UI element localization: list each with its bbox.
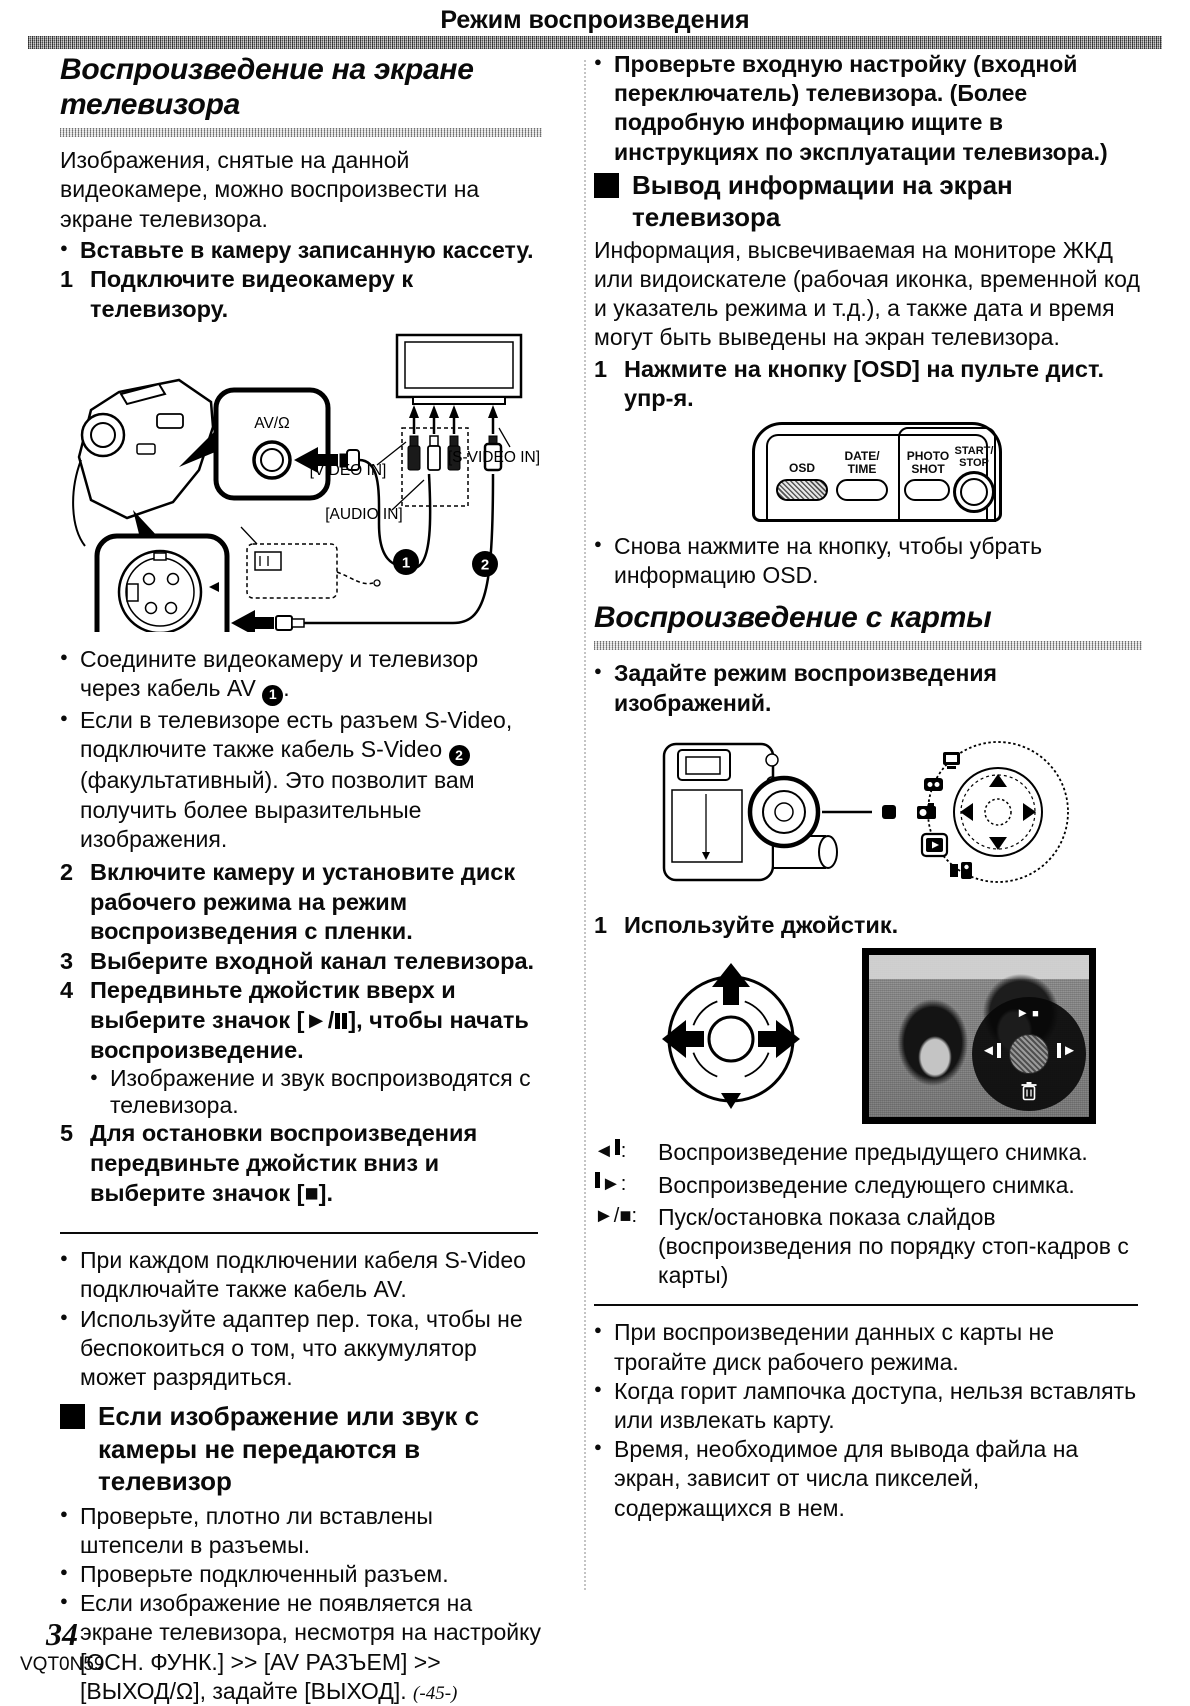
note-access-lamp: ● Когда горит лампочка доступа, нельзя вставлять или извлекать карту. <box>594 1377 1142 1435</box>
step-1-connect <box>60 265 542 324</box>
mode-dial-illustration <box>917 742 1068 882</box>
heading-underline-band <box>60 128 542 137</box>
section-heading-tv-playback: Воспроизведение на экране телевизора <box>60 53 474 122</box>
pause-bar-icon <box>335 1013 340 1029</box>
osd-heading-text: Вывод информации на экран телевизора <box>632 169 1013 233</box>
black-square-icon <box>60 1404 85 1429</box>
video-in-label: [VIDEO IN] <box>309 462 387 480</box>
note-file-time: ● Время, необходимое для вывода файла на экран, зависит от числа пикселей, содержащихся в нем. <box>594 1435 1142 1523</box>
step4-text-end: ], чтобы начать воспроизведение. <box>90 1007 529 1063</box>
joystick-diagram <box>656 959 806 1113</box>
bullet-check-input: ● Проверьте входную настройку (входной переключатель) телевизора. (Более подробную информацию ищите в инструкциях по эксплуатации телевизора.) <box>594 50 1142 167</box>
mode-icon-tape-record <box>917 803 936 819</box>
date-time-button <box>836 479 888 501</box>
legend-text: Пуск/остановка показа слайдов (воспроизведения по порядку стоп-кадров с карты) <box>658 1203 1129 1289</box>
step-number: 2 <box>60 859 74 886</box>
step-text: Подключите видеокамеру к телевизору. <box>90 266 414 322</box>
osd-button <box>776 479 828 501</box>
column-divider <box>584 60 586 1590</box>
badge-1: 1 <box>262 685 283 706</box>
play-stop-icons <box>972 1005 1086 1020</box>
bullet-insert-cassette: ● Вставьте в камеру записанную кассету. <box>60 236 542 265</box>
photo-shot-button <box>904 479 950 501</box>
page-header: Режим воспроизведения <box>440 6 750 34</box>
legend-previous <box>594 1138 1142 1167</box>
page-reference: (-45-) <box>413 1682 458 1704</box>
black-square-icon <box>594 173 619 198</box>
right-rule <box>594 1304 1138 1306</box>
next-bar-icon <box>1057 1043 1061 1058</box>
skip-next-icon: ► : <box>594 1171 658 1200</box>
bullet-osd-again: ● Снова нажмите на кнопку, чтобы убрать информацию OSD. <box>594 532 1142 590</box>
play-icon: ► <box>1016 1005 1033 1021</box>
step-1-joystick <box>594 911 1142 941</box>
troubleshoot-check-menu <box>60 1589 542 1706</box>
audio-in-label: [AUDIO IN] <box>325 506 403 524</box>
insert-arrow-svideo <box>231 610 274 632</box>
bullet-av-text-end: . <box>283 675 290 702</box>
prev-bar-icon <box>997 1043 1001 1058</box>
play-stop-icon: ►/■ : <box>594 1204 637 1227</box>
camera-mode-dial-diagram <box>606 724 1126 904</box>
left-rule <box>60 1232 538 1234</box>
legend-text: Воспроизведение предыдущего снимка. <box>658 1139 1088 1166</box>
section-heading-card-playback: Воспроизведение с карты <box>594 601 992 635</box>
step-text: Используйте джойстик. <box>624 911 899 938</box>
bullet-av-text: Соедините видеокамеру и телевизор через кабель AV <box>80 646 479 702</box>
step-text: Нажмите на кнопку [OSD] на пульте дист. упр-я. <box>624 355 1104 412</box>
playback-overlay-disc <box>972 997 1086 1111</box>
joystick-and-screen <box>656 948 1142 1124</box>
step-4-note: ● Изображение и звук воспроизводятся с телевизора. <box>90 1065 542 1119</box>
legend-slideshow <box>594 1203 1142 1291</box>
bullet-set-mode: ● Задайте режим воспроизведения изображений. <box>594 659 1142 717</box>
signal-arrows <box>409 405 498 434</box>
start-stop-button-inner <box>960 478 988 506</box>
callout-dash <box>882 805 896 819</box>
step-text: Выберите входной канал телевизора. <box>90 947 535 974</box>
step-number: 1 <box>60 266 74 292</box>
photo-shot-button-label: PHOTO SHOT <box>906 448 950 476</box>
ac-adapter <box>241 527 380 598</box>
bullet-svideo-text: Если в телевизоре есть разъем S-Video, подключите также кабель S-Video <box>80 706 513 763</box>
right-column <box>594 50 1142 1523</box>
mode-icon-card-record <box>950 862 972 879</box>
cable-1-number: 1 <box>401 554 411 572</box>
bar-icon <box>595 1172 600 1188</box>
step-number: 4 <box>60 977 74 1004</box>
step-number: 3 <box>60 947 74 974</box>
badge-2: 2 <box>449 745 470 766</box>
troubleshoot-heading-text: Если изображение или звук с камеры не передаются в телевизор <box>98 1401 480 1497</box>
next-icon: ► <box>1056 1042 1077 1059</box>
camera-rear-illustration <box>664 744 837 880</box>
troubleshoot-heading <box>60 1400 542 1498</box>
legend-next <box>594 1171 1142 1200</box>
joystick-center-icon <box>1009 1034 1049 1074</box>
troubleshoot-menu-text: Если изображение не появляется на экране телевизора, несмотря на настройку [ОСН. ФУНК.] >> [AV РАЗЪЕМ] >> [ВЫХОД/Ω], задайте [ВЫХОД]. <box>80 1590 541 1704</box>
pause-bar-icon <box>342 1013 347 1029</box>
step-number: 5 <box>60 1120 74 1147</box>
step-2-power <box>60 858 542 947</box>
av-jack-callout <box>216 390 328 498</box>
intro-paragraph: Изображения, снятые на данной видеокамере, можно воспроизвести на экране телевизора. <box>60 147 480 232</box>
heading-underline-band <box>594 641 1142 650</box>
skip-previous-icon: ◄ : <box>594 1140 627 1163</box>
osd-button-label: OSD <box>788 460 815 475</box>
mode-icon-tape-playback <box>924 778 943 791</box>
troubleshoot-check-jack: ● Проверьте подключенный разъем. <box>60 1560 542 1589</box>
note-svideo: ● При каждом подключении кабеля S-Video подключайте также кабель AV. <box>60 1246 542 1304</box>
osd-section-heading <box>594 169 1142 234</box>
tv-connection-diagram <box>61 332 541 632</box>
step-1-osd <box>594 355 1142 414</box>
legend-text: Воспроизведение следующего снимка. <box>658 1171 1075 1198</box>
document-code: VQT0N59 <box>20 1654 105 1675</box>
mode-icon-card-playback-selected <box>922 834 947 856</box>
page-number: 34 <box>46 1616 78 1652</box>
trash-icon <box>1020 1081 1038 1106</box>
step-4-play <box>60 976 542 1065</box>
date-time-button-label: DATE/ TIME <box>844 448 880 476</box>
step4-text: Передвиньте джойстик вверх и выберите значок [►/ <box>90 977 456 1034</box>
bullet-svideo-cable <box>60 706 542 854</box>
camcorder-illustration <box>73 380 220 546</box>
remote-control-diagram <box>752 422 1002 522</box>
step-text <box>90 976 542 1065</box>
troubleshoot-check-plugs: ● Проверьте, плотно ли вставлены штепсели в разъемы. <box>60 1502 542 1560</box>
step-3-channel <box>60 947 542 977</box>
step-number: 1 <box>594 911 608 938</box>
step-number: 1 <box>594 355 608 382</box>
svideo-jack-callout <box>97 536 227 632</box>
header-band <box>28 36 1162 49</box>
av-jack-label: AV/Ω <box>254 415 290 433</box>
step-5-stop <box>60 1119 542 1208</box>
cable-2-number: 2 <box>480 556 490 574</box>
start-stop-button-label: START/ STOP <box>954 444 994 469</box>
bullet-av-cable <box>60 645 542 706</box>
tv-illustration <box>397 335 521 404</box>
bullet-svideo-text-end: (факультативный). Это позволит вам получить более выразительные изображения. <box>80 767 475 852</box>
svideo-in-label: [S-VIDEO IN] <box>447 449 540 467</box>
note-dial: ● При воспроизведении данных с карты не трогайте диск рабочего режима. <box>594 1318 1142 1376</box>
left-column <box>60 52 542 1706</box>
osd-paragraph: Информация, высвечиваемая на мониторе ЖКД или видоискателе (рабочая иконка, временной код и указатель режима и т.д.), а также дата и время могут быть выведены на экран телевизора. <box>594 236 1140 351</box>
stop-icon: ■ <box>1032 1008 1042 1021</box>
joystick-legend <box>594 1138 1142 1290</box>
step-text: Для остановки воспроизведения передвиньте джойстик вниз и выберите значок [■]. <box>90 1120 478 1206</box>
svideo-cable-plug <box>276 616 304 630</box>
note-adapter: ● Используйте адаптер пер. тока, чтобы не беспокоиться о том, что аккумулятор может разрядиться. <box>60 1305 542 1393</box>
lcd-screen-photo <box>862 948 1096 1124</box>
step-text: Включите камеру и установите диск рабочего режима на режим воспроизведения с пленки. <box>90 859 516 945</box>
bar-icon <box>615 1139 620 1155</box>
previous-icon: ◄ <box>981 1042 1002 1059</box>
